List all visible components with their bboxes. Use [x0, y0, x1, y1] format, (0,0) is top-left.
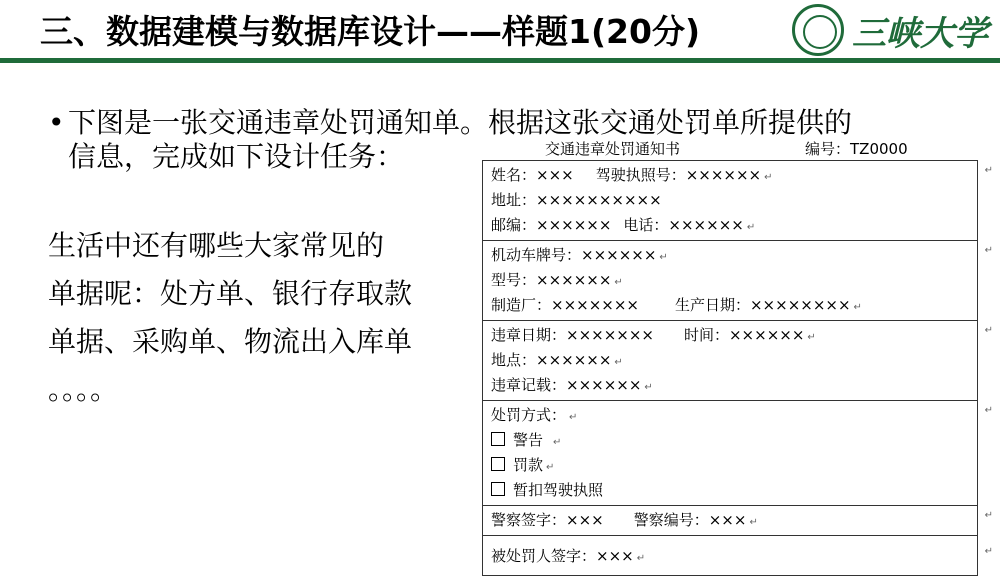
form-row: [491, 428, 977, 453]
warning-option-label: 警告: [513, 431, 544, 449]
violation-date-field: 违章日期：×××××××: [491, 326, 654, 344]
form-row: [491, 373, 977, 398]
form-row: [491, 163, 977, 188]
time-field: 时间：××××××: [683, 326, 805, 344]
return-mark: ↵: [984, 245, 993, 256]
note-line: 单据呢：处方单、银行存取款: [48, 277, 413, 310]
form-row: [491, 188, 977, 213]
offender-section: [483, 536, 993, 575]
warning-checkbox[interactable]: [491, 432, 505, 446]
return-mark: ↵: [614, 277, 623, 288]
police-section: [483, 506, 993, 536]
form-row: [491, 323, 977, 348]
intro-line-2: 信息，完成如下设计任务：: [68, 140, 405, 173]
phone-field: 电话：××××××: [623, 216, 744, 234]
return-mark: ↵: [659, 252, 668, 263]
bullet-dot: •: [48, 106, 65, 139]
return-mark: ↵: [553, 437, 562, 448]
form-row: [491, 293, 977, 318]
return-mark: ↵: [853, 302, 862, 313]
vehicle-section: [483, 241, 993, 321]
offender-signature-field: 被处罚人签字：×××: [491, 547, 634, 565]
suspend-license-option-label: 暂扣驾驶执照: [513, 481, 604, 499]
return-mark: ↵: [644, 382, 653, 393]
return-mark: ↵: [614, 357, 623, 368]
penalty-section: [483, 401, 993, 506]
model-field: 型号：××××××: [491, 271, 612, 289]
university-logo-text: 三峡大学: [852, 14, 988, 54]
police-signature-field: 警察签字：×××: [491, 511, 604, 529]
form-row: [491, 478, 977, 503]
university-seal-icon: [792, 4, 844, 56]
return-mark: ↵: [569, 412, 578, 423]
manufacturer-field: 制造厂：×××××××: [491, 296, 639, 314]
fine-checkbox[interactable]: [491, 457, 505, 471]
ticket-code: 编号：TZ0000: [805, 140, 908, 158]
return-mark: ↵: [746, 222, 756, 233]
police-number-field: 警察编号：×××: [633, 511, 747, 529]
fine-option-label: 罚款: [513, 456, 544, 474]
zipcode-field: 邮编：××××××: [491, 216, 612, 234]
production-date-field: 生产日期：××××××××: [674, 296, 851, 314]
note-paragraph: [48, 222, 412, 414]
return-mark: ↵: [984, 510, 993, 521]
intro-line-1: 下图是一张交通违章处罚通知单。根据这张交通处罚单所提供的: [68, 106, 853, 139]
name-field: 姓名：×××: [491, 166, 574, 184]
return-mark: ↵: [636, 553, 646, 564]
return-mark: ↵: [984, 325, 993, 336]
form-row: [491, 403, 977, 428]
form-row: [491, 544, 977, 569]
plate-field: 机动车牌号：××××××: [491, 246, 657, 264]
return-mark: ↵: [807, 332, 816, 343]
address-field: 地址：××××××××××: [491, 191, 662, 209]
form-row: [491, 243, 977, 268]
violation-section: [483, 321, 993, 401]
return-mark: ↵: [764, 172, 773, 183]
license-field: 驾驶执照号：××××××: [595, 166, 762, 184]
penalty-type-label: 处罚方式：: [491, 406, 567, 424]
return-mark: ↵: [546, 462, 555, 473]
note-line: 生活中还有哪些大家常见的: [48, 229, 385, 262]
return-mark: ↵: [749, 517, 758, 528]
violation-record-field: 违章记载：××××××: [491, 376, 642, 394]
slide-title: 三、数据建模与数据库设计——样题1(20分): [40, 12, 701, 51]
ticket-title: 交通违章处罚通知书: [545, 140, 681, 158]
note-line: 。。。。: [48, 373, 119, 406]
violation-ticket-form: [482, 160, 993, 576]
form-row: [491, 213, 977, 238]
form-row: [491, 268, 977, 293]
suspend-license-checkbox[interactable]: [491, 482, 505, 496]
note-line: 单据、采购单、物流出入库单: [48, 325, 413, 358]
location-field: 地点：××××××: [491, 351, 612, 369]
return-mark: ↵: [984, 405, 993, 416]
form-row: [491, 348, 977, 373]
return-mark: ↵: [984, 546, 993, 557]
form-row: [491, 453, 977, 478]
driver-section: [483, 161, 993, 241]
return-mark: ↵: [984, 165, 993, 176]
header-divider: [0, 58, 1000, 63]
form-row: [491, 508, 977, 533]
